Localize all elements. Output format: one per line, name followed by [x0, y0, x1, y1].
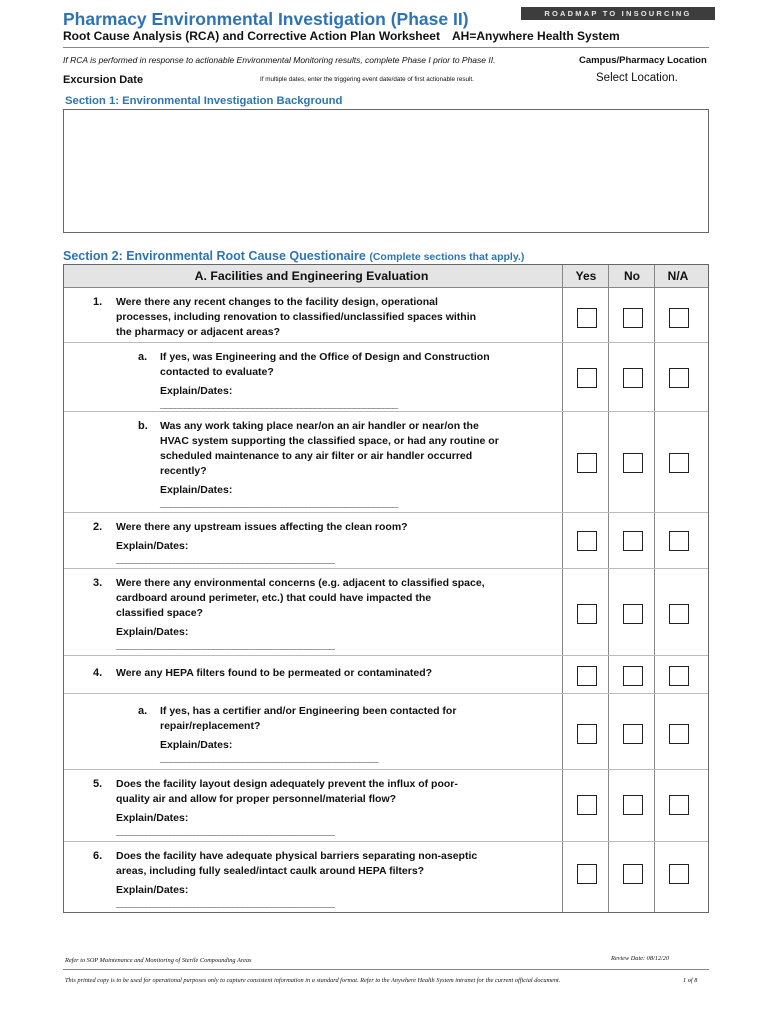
na-checkbox[interactable]	[669, 453, 689, 473]
question-text	[116, 849, 477, 908]
question-line: cardboard around perimeter, etc.) that could have impacted the	[116, 592, 432, 604]
footer-reference: Refer to SOP Maintenance and Monitoring of Sterile Compounding Areas	[65, 957, 252, 964]
document-subtitle: Root Cause Analysis (RCA) and Corrective Action Plan Worksheet	[63, 29, 440, 43]
question-line: the pharmacy or adjacent areas?	[116, 326, 280, 338]
question-number: 5.	[93, 778, 103, 790]
na-checkbox[interactable]	[669, 724, 689, 744]
column-yes: Yes	[575, 269, 597, 283]
question-number: a.	[138, 705, 148, 717]
question-text	[116, 295, 476, 340]
question-row	[64, 693, 708, 769]
no-checkbox[interactable]	[623, 368, 643, 388]
no-checkbox[interactable]	[623, 531, 643, 551]
question-text	[116, 666, 432, 681]
yes-checkbox[interactable]	[577, 308, 597, 328]
explain-label: Explain/Dates:	[160, 484, 233, 496]
no-checkbox[interactable]	[623, 724, 643, 744]
question-text	[160, 419, 499, 508]
question-text	[116, 777, 458, 836]
question-line: scheduled maintenance to any air filter or air handler occurred	[160, 450, 473, 462]
explain-blank-line[interactable]: _________________________________________________	[160, 398, 398, 410]
question-line: If yes, has a certifier and/or Engineering been contacted for	[160, 705, 457, 717]
subsection-a-label: A. Facilities and Engineering Evaluation	[194, 269, 429, 283]
question-number: b.	[138, 420, 148, 432]
question-line: Were any HEPA filters found to be permeated or contaminated?	[116, 667, 433, 679]
yes-checkbox[interactable]	[577, 864, 597, 884]
document-title: Pharmacy Environmental Investigation (Phase II)	[63, 9, 469, 29]
no-checkbox[interactable]	[623, 604, 643, 624]
column-na: N/A	[667, 269, 689, 283]
background-textarea[interactable]	[63, 109, 709, 233]
no-checkbox[interactable]	[623, 308, 643, 328]
footer-copy-note: This printed copy is to be used for operational purposes only to capture consistent information in a standard format. Refer to the Anywhere Health System intranet for the current official document.	[65, 977, 561, 984]
yes-checkbox[interactable]	[577, 453, 597, 473]
question-row	[64, 288, 708, 342]
explain-label: Explain/Dates:	[160, 739, 233, 751]
yes-checkbox[interactable]	[577, 604, 597, 624]
section2-title-main: Section 2: Environmental Root Cause Questionaire	[63, 249, 366, 263]
explain-blank-line[interactable]: _____________________________________________	[160, 752, 378, 764]
question-text	[116, 576, 485, 650]
explain-label: Explain/Dates:	[116, 540, 189, 552]
na-checkbox[interactable]	[669, 531, 689, 551]
explain-blank-line[interactable]: _____________________________________________	[116, 897, 334, 909]
question-line: contacted to evaluate?	[160, 366, 274, 378]
question-line: Was any work taking place near/on an air handler or near/on the	[160, 420, 479, 432]
question-number: 1.	[93, 296, 103, 308]
question-line: repair/replacement?	[160, 720, 261, 732]
excursion-date-label: Excursion Date	[63, 74, 144, 86]
no-checkbox[interactable]	[623, 453, 643, 473]
question-text	[116, 520, 408, 564]
roadmap-logo: ROADMAP TO INSOURCING	[521, 7, 715, 20]
na-checkbox[interactable]	[669, 308, 689, 328]
question-row	[64, 841, 708, 912]
no-checkbox[interactable]	[623, 795, 643, 815]
na-checkbox[interactable]	[669, 604, 689, 624]
question-number: 2.	[93, 521, 103, 533]
question-line: Were there any upstream issues affecting the clean room?	[116, 521, 408, 533]
question-line: classified space?	[116, 607, 203, 619]
yes-checkbox[interactable]	[577, 724, 597, 744]
explain-blank-line[interactable]: _____________________________________________	[116, 553, 334, 565]
question-row	[64, 342, 708, 411]
question-line: Were there any environmental concerns (e.g. adjacent to classified space,	[116, 577, 485, 589]
question-row	[64, 769, 708, 841]
question-text	[160, 704, 456, 763]
column-no: No	[624, 269, 640, 283]
question-row	[64, 411, 708, 512]
question-line: quality air and allow for proper personnel/material flow?	[116, 793, 397, 805]
header-divider	[63, 47, 709, 48]
yes-checkbox[interactable]	[577, 531, 597, 551]
multiple-dates-note: If multiple dates, enter the triggering event date/date of first actionable result.	[260, 76, 474, 83]
organization-name: AH=Anywhere Health System	[452, 29, 620, 43]
question-line: HVAC system supporting the classified space, or had any routine or	[160, 435, 499, 447]
explain-label: Explain/Dates:	[116, 626, 189, 638]
yes-checkbox[interactable]	[577, 795, 597, 815]
question-text	[160, 350, 490, 409]
question-number: 4.	[93, 667, 103, 679]
na-checkbox[interactable]	[669, 368, 689, 388]
question-line: processes, including renovation to classified/unclassified spaces within	[116, 311, 477, 323]
explain-label: Explain/Dates:	[116, 812, 189, 824]
no-checkbox[interactable]	[623, 864, 643, 884]
explain-label: Explain/Dates:	[160, 385, 233, 397]
question-row	[64, 512, 708, 568]
question-number: a.	[138, 351, 148, 363]
question-row	[64, 655, 708, 693]
yes-checkbox[interactable]	[577, 666, 597, 686]
explain-label: Explain/Dates:	[116, 884, 189, 896]
table-header	[64, 265, 708, 288]
page-number: 1 of 8	[683, 977, 698, 984]
question-line: If yes, was Engineering and the Office of Design and Construction	[160, 351, 490, 363]
location-select[interactable]: Select Location.	[596, 72, 678, 84]
no-checkbox[interactable]	[623, 666, 643, 686]
yes-checkbox[interactable]	[577, 368, 597, 388]
section2-title	[63, 249, 524, 263]
question-number: 6.	[93, 850, 103, 862]
question-line: recently?	[160, 465, 207, 477]
footer-divider	[63, 969, 709, 970]
explain-blank-line[interactable]: _____________________________________________	[116, 639, 334, 651]
section1-title: Section 1: Environmental Investigation Background	[65, 95, 343, 107]
section2-title-note: (Complete sections that apply.)	[369, 251, 525, 263]
explain-blank-line[interactable]: _____________________________________________	[116, 825, 334, 837]
footer-review-date: Review Date: 08/12/20	[611, 955, 670, 962]
campus-location-label: Campus/Pharmacy Location	[579, 55, 707, 66]
na-checkbox[interactable]	[669, 864, 689, 884]
question-line: Does the facility layout design adequately prevent the influx of poor-	[116, 778, 458, 790]
rca-note: If RCA is performed in response to actionable Environmental Monitoring results, complete Phase I prior to Phase II.	[63, 55, 496, 65]
question-line: areas, including fully sealed/intact caulk around HEPA filters?	[116, 865, 425, 877]
questionnaire-table	[63, 264, 709, 913]
explain-blank-line[interactable]: _________________________________________________	[160, 497, 398, 509]
question-number: 3.	[93, 577, 103, 589]
question-line: Were there any recent changes to the facility design, operational	[116, 296, 438, 308]
question-row	[64, 568, 708, 655]
na-checkbox[interactable]	[669, 795, 689, 815]
question-line: Does the facility have adequate physical barriers separating non-aseptic	[116, 850, 478, 862]
na-checkbox[interactable]	[669, 666, 689, 686]
